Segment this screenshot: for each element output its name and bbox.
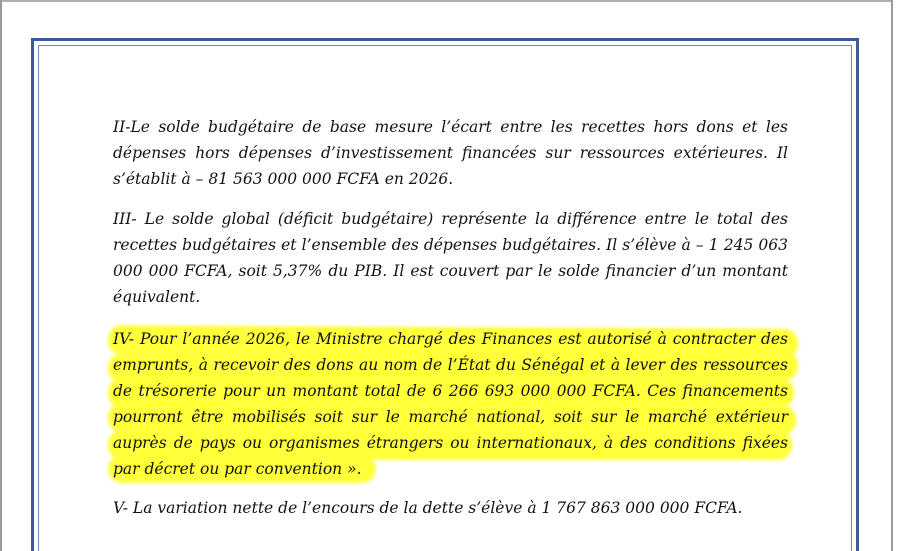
text-line: auprès de pays ou organismes étrangers ou internationaux, à des conditions fixées bbox=[113, 434, 788, 452]
paragraph-v bbox=[113, 495, 788, 521]
text-line: V- La variation nette de l’encours de la dette s’élève à 1 767 863 000 000 FCFA. bbox=[113, 499, 743, 517]
text-line: 000 000 FCFA, soit 5,37% du PIB. Il est couvert par le solde financier d’un montant bbox=[113, 262, 788, 280]
text-line: de trésorerie pour un montant total de 6 266 693 000 000 FCFA. Ces financements bbox=[113, 382, 788, 400]
text-line: s’établit à – 81 563 000 000 FCFA en 2026. bbox=[113, 170, 454, 188]
text-line: IV- Pour l’année 2026, le Ministre chargé des Finances est autorisé à contracter des bbox=[113, 330, 788, 348]
text-line: II-Le solde budgétaire de base mesure l’écart entre les recettes hors dons et les bbox=[113, 118, 788, 136]
text-line: équivalent. bbox=[113, 288, 201, 306]
text-line: III- Le solde global (déficit budgétaire) représente la différence entre le total des bbox=[113, 210, 788, 228]
page-edge-right bbox=[891, 0, 893, 551]
text-line: dépenses hors dépenses d’investissement financées sur ressources extérieures. Il bbox=[113, 144, 788, 162]
text-line: par décret ou par convention ». bbox=[113, 460, 362, 478]
text-line: emprunts, à recevoir des dons au nom de l’État du Sénégal et à lever des ressources bbox=[113, 356, 788, 374]
paragraph-iii bbox=[113, 206, 788, 310]
text-line: pourront être mobilisés soit sur le marché national, soit sur le marché extérieur bbox=[113, 408, 788, 426]
text-line: recettes budgétaires et l’ensemble des dépenses budgétaires. Il s’élève à – 1 245 063 bbox=[113, 236, 788, 254]
paragraph-iv bbox=[113, 326, 788, 482]
page-edge-left bbox=[0, 0, 2, 551]
page-edge-top bbox=[0, 0, 893, 2]
paragraph-ii bbox=[113, 114, 788, 192]
